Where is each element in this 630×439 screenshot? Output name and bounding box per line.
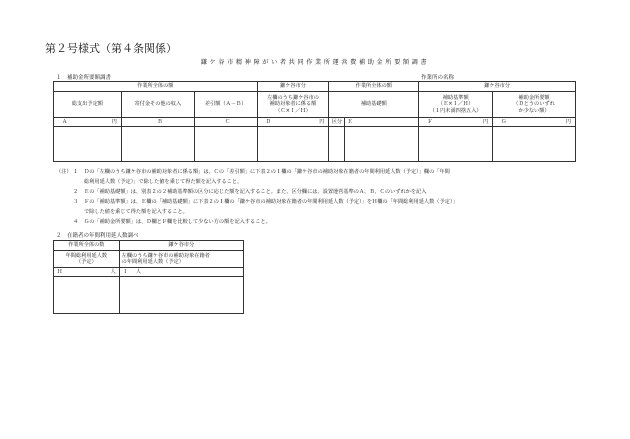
- category-label-cell: [329, 118, 345, 127]
- input-total-users[interactable]: [54, 277, 120, 314]
- letter-b-cell: [121, 118, 194, 127]
- group-whole-count-header: 作業所全体の数: [54, 241, 120, 251]
- col-city-portion-l2: 補助対象者に係る額: [269, 101, 317, 108]
- person-unit: 人: [110, 268, 116, 275]
- input-required-amount[interactable]: [493, 127, 576, 162]
- note-text: Ｄの「左欄のうち鎌ケ谷市の補助対象者に係る額」は、Ｃの「差引額」に下表２の I 欄の「鎌ケ谷市の補助対象在籍者の年間利用延人数（予定）」欄の「年間: [84, 169, 450, 175]
- col-city-users-l1: 左欄のうち鎌ケ谷市の補助対象在籍者: [121, 252, 210, 259]
- input-difference[interactable]: [194, 127, 257, 162]
- note-1-continued: 総利用延人数（予定）」で除した値を乗じて得た額を記入すること。: [84, 179, 243, 185]
- col-required-l2: （Ｄとうのいずれ: [513, 101, 555, 108]
- col-city-portion: [257, 92, 329, 118]
- input-donations[interactable]: [121, 127, 194, 162]
- yen-unit: 円: [111, 118, 117, 125]
- note-text: Ｅの「補助基礎額」は、別表２の２補助基準額の区分に応じた額を記入すること。また、区分欄には、設置運営基準のＡ、Ｂ、Ｃのいずれかを記入: [84, 189, 427, 195]
- input-category[interactable]: [329, 127, 345, 162]
- document-title: 鎌ケ谷市精神障がい者共同作業所運営費補助金所要額調書: [200, 59, 430, 66]
- subsidy-table: [53, 81, 576, 162]
- input-standard-amount[interactable]: [419, 127, 493, 162]
- facility-name-label: 作業所の名称: [421, 75, 455, 81]
- note-4: [56, 217, 576, 227]
- letter-f-cell: [419, 118, 493, 127]
- yen-unit: 円: [565, 118, 571, 125]
- section2-title: ２ 在籍者の年間利用延人数調べ: [56, 233, 139, 239]
- input-city-portion[interactable]: [257, 127, 329, 162]
- letter-d-cell: [257, 118, 329, 127]
- col-total-users-l2: （予定）: [75, 259, 97, 265]
- note-text: Ｆの「補助基準額」は、Ｅ欄の「補助基礎額」に下表２の I 欄の「鎌ケ谷市の補助対象在籍者の年間利用延人数（予定）」をＨ欄の「年間総利用延人数（予定）」: [84, 199, 458, 205]
- letter-f: Ｆ: [427, 118, 433, 125]
- col-city-users: [119, 251, 243, 268]
- notes-prefix: （注）: [56, 169, 72, 175]
- note-number: ４: [73, 219, 79, 225]
- input-total-expense[interactable]: [54, 127, 122, 162]
- col-standard-l2: （Ｅ×Ｉ／Ｈ）: [437, 101, 474, 108]
- letter-g-cell: [493, 118, 576, 127]
- letter-e: Ｅ: [347, 118, 353, 125]
- col-city-portion-l1: 左欄のうち鎌ケ谷市の: [267, 94, 319, 101]
- col-difference: 差引額（Ａ－Ｂ）: [194, 92, 257, 118]
- note-text: Ｇの「補助金所要額」は、Ｄ欄とＦ欄を比較して少ない方の額を記入すること。: [84, 219, 271, 225]
- group-city-count-header: 鎌ケ谷市分: [119, 241, 243, 251]
- letter-h-cell: [54, 268, 120, 277]
- col-city-users-l2: の年間利用延人数（予定）: [121, 259, 184, 265]
- letter-a: Ａ: [62, 118, 68, 125]
- notes-block: [56, 167, 576, 227]
- group-whole2-header: 作業所全体の額: [329, 82, 419, 92]
- note-2: [56, 187, 576, 197]
- input-city-users[interactable]: [119, 277, 243, 314]
- col-required-l1: 補助金所要額: [518, 94, 550, 101]
- letter-c: Ｃ: [225, 118, 231, 125]
- letter-d: Ｄ: [265, 118, 271, 125]
- note-number: １: [73, 169, 79, 175]
- col-required-amount: [493, 92, 576, 118]
- col-total-expense: 総支出予定額: [54, 92, 122, 118]
- letter-g: Ｇ: [501, 118, 507, 125]
- yen-unit: 円: [482, 118, 489, 125]
- category-label: 区分: [331, 118, 343, 125]
- form-number: 第２号様式（第４条関係）: [45, 42, 177, 55]
- letter-h: Ｈ: [57, 268, 63, 275]
- letter-i-cell: [119, 268, 243, 277]
- attendance-table: [53, 240, 244, 314]
- letter-c-cell: [194, 118, 257, 127]
- yen-unit: 円: [319, 118, 325, 125]
- note-number: ３: [73, 199, 79, 205]
- col-donations: 寄付金その他の収入: [121, 92, 194, 118]
- col-city-portion-l3: （Ｃ×Ｉ／Ｈ）: [275, 107, 311, 114]
- col-total-users-l1: 年間総利用延人数: [65, 252, 108, 259]
- section1-title: １ 補助金所要額調書: [56, 75, 112, 81]
- person-unit: 人: [135, 268, 142, 275]
- col-standard-l1: 補助基準額: [442, 94, 469, 101]
- letter-i: Ｉ: [122, 268, 128, 275]
- col-total-users: [54, 251, 120, 268]
- col-base-amount: 補助基礎額: [329, 92, 419, 118]
- col-required-l3: か少ない額）: [518, 107, 550, 114]
- note-1: [56, 167, 576, 177]
- letter-a-cell: [54, 118, 122, 127]
- note-number: ２: [73, 189, 79, 195]
- group-city2-header: 鎌ケ谷市分: [419, 82, 576, 92]
- letter-e-cell: [345, 118, 419, 127]
- input-base-amount[interactable]: [345, 127, 419, 162]
- col-standard-l3: （１円未満四捨五入）: [429, 107, 482, 114]
- note-3-continued: で除した値を乗じて得た額を記入すること。: [84, 209, 188, 215]
- group-city-header: 鎌ケ谷市分: [257, 82, 329, 92]
- group-whole-header: 作業所全体の額: [54, 82, 258, 92]
- letter-b: Ｂ: [157, 118, 163, 125]
- note-3: [56, 197, 576, 207]
- col-standard-amount: [419, 92, 493, 118]
